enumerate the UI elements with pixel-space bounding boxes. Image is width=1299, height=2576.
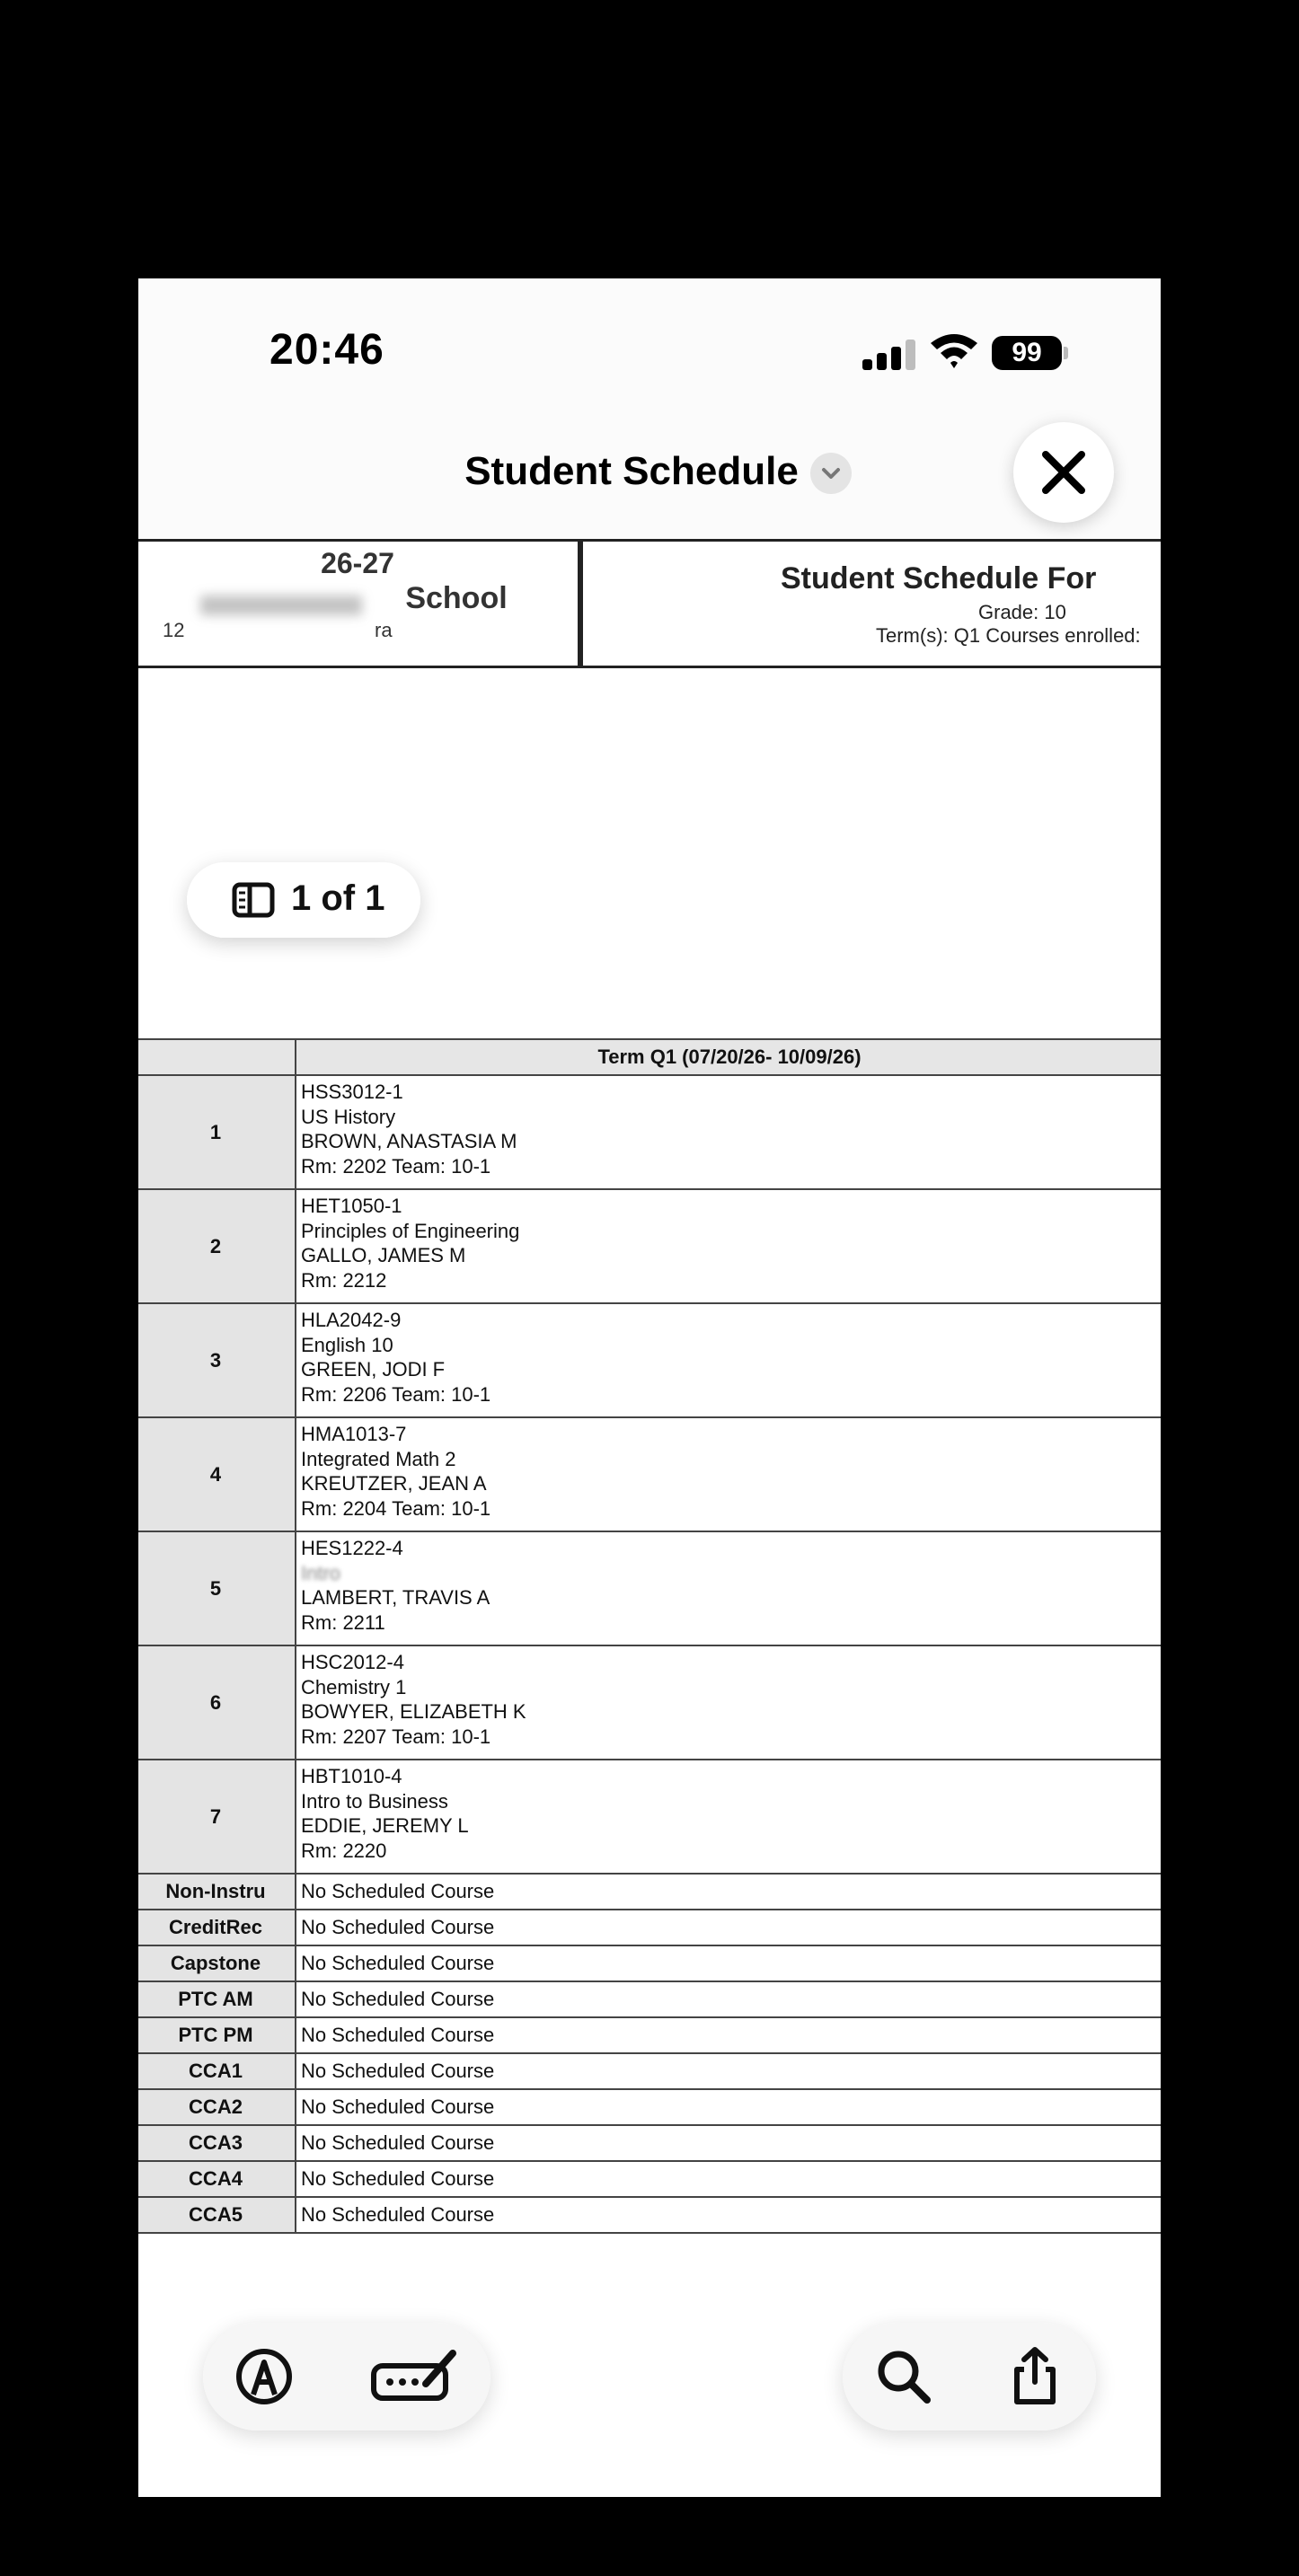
course-name: Chemistry 1 <box>301 1675 407 1698</box>
page-indicator[interactable] <box>187 862 420 938</box>
course-teacher: BROWN, ANASTASIA M <box>301 1130 517 1152</box>
period-label: CCA1 <box>138 2053 296 2089</box>
period-label: CCA2 <box>138 2089 296 2125</box>
course-room: Rm: 2211 <box>301 1610 385 1634</box>
course-room: Rm: 2220 <box>301 1839 387 1862</box>
nav-bar <box>138 413 1161 539</box>
course-cell: No Scheduled Course <box>296 2125 1161 2161</box>
course-teacher: GALLO, JAMES M <box>301 1244 466 1266</box>
school-address-end: ra <box>375 619 393 641</box>
course-cell: No Scheduled Course <box>296 2053 1161 2089</box>
course-teacher: BOWYER, ELIZABETH K <box>301 1700 526 1723</box>
table-row <box>138 1645 1161 1760</box>
period-label: CCA4 <box>138 2161 296 2197</box>
table-row <box>138 1945 1161 1981</box>
schedule-for-title: Student Schedule For <box>781 561 1097 595</box>
table-row <box>138 2089 1161 2125</box>
table-row <box>138 1303 1161 1417</box>
period-label: 3 <box>138 1303 296 1417</box>
course-cell: No Scheduled Course <box>296 2197 1161 2233</box>
course-name: Intro <box>301 1561 341 1584</box>
table-row <box>138 1760 1161 1874</box>
page-count: 1 of 1 <box>291 878 385 918</box>
battery-tip-icon <box>1064 347 1068 359</box>
course-code: HES1222-4 <box>301 1537 403 1559</box>
table-row <box>138 1981 1161 2017</box>
form-fill-icon[interactable] <box>370 2346 460 2407</box>
chevron-down-icon <box>810 453 852 494</box>
table-row <box>138 1075 1161 1189</box>
period-label: Non-Instru <box>138 1874 296 1910</box>
course-room: Rm: 2207 Team: 10-1 <box>301 1725 491 1748</box>
course-name: English 10 <box>301 1333 393 1356</box>
table-row <box>138 1531 1161 1645</box>
course-code: HLA2042-9 <box>301 1309 402 1331</box>
table-row <box>138 2125 1161 2161</box>
course-room: Rm: 2206 Team: 10-1 <box>301 1382 491 1406</box>
course-cell <box>296 1417 1161 1531</box>
document-title-text[interactable]: Student Schedule <box>464 449 799 493</box>
course-cell: No Scheduled Course <box>296 1981 1161 2017</box>
table-row <box>138 2017 1161 2053</box>
course-name: Integrated Math 2 <box>301 1447 456 1470</box>
table-header-row <box>138 1039 1161 1075</box>
course-teacher: GREEN, JODI F <box>301 1358 446 1381</box>
battery-level: 99 <box>992 336 1062 370</box>
table-row <box>138 2161 1161 2197</box>
table-row <box>138 1189 1161 1303</box>
period-label: 1 <box>138 1075 296 1189</box>
term-courses-label: Term(s): Q1 Courses enrolled: <box>876 624 1141 647</box>
status-bar <box>138 278 1161 413</box>
course-teacher: KREUTZER, JEAN A <box>301 1472 487 1495</box>
period-label: CreditRec <box>138 1910 296 1945</box>
course-cell: No Scheduled Course <box>296 1874 1161 1910</box>
title-menu-button[interactable] <box>810 453 852 494</box>
course-name: Intro to Business <box>301 1789 448 1813</box>
course-name: US History <box>301 1105 396 1128</box>
course-room: Rm: 2202 Team: 10-1 <box>301 1154 491 1178</box>
course-room: Rm: 2204 Team: 10-1 <box>301 1496 491 1520</box>
period-label: 4 <box>138 1417 296 1531</box>
course-cell <box>296 1760 1161 1874</box>
table-row <box>138 1910 1161 1945</box>
period-label: Capstone <box>138 1945 296 1981</box>
period-label: 7 <box>138 1760 296 1874</box>
course-cell <box>296 1303 1161 1417</box>
school-address-start: 12 <box>163 619 185 641</box>
search-icon[interactable] <box>873 2346 934 2407</box>
course-cell <box>296 1075 1161 1189</box>
schedule-table <box>138 1038 1161 2234</box>
course-code: HSC2012-4 <box>301 1651 404 1673</box>
period-header <box>138 1039 296 1075</box>
course-cell <box>296 1531 1161 1645</box>
course-teacher: EDDIE, JEREMY L <box>301 1814 469 1837</box>
course-cell: No Scheduled Course <box>296 1945 1161 1981</box>
term-header: Term Q1 (07/20/26- 10/09/26) <box>296 1039 1161 1075</box>
wifi-icon <box>929 331 979 370</box>
course-cell: No Scheduled Course <box>296 2017 1161 2053</box>
viewer-screen <box>138 278 1161 2497</box>
school-name: School <box>405 581 508 615</box>
sidebar-icon <box>232 882 275 918</box>
period-label: PTC PM <box>138 2017 296 2053</box>
period-label: 5 <box>138 1531 296 1645</box>
search-share-toolbar <box>843 2323 1096 2430</box>
course-cell: No Scheduled Course <box>296 2089 1161 2125</box>
course-cell <box>296 1645 1161 1760</box>
table-row <box>138 1874 1161 1910</box>
course-teacher: LAMBERT, TRAVIS A <box>301 1586 490 1609</box>
course-cell: No Scheduled Course <box>296 2161 1161 2197</box>
period-label: CCA3 <box>138 2125 296 2161</box>
school-year: 26-27 <box>321 547 394 579</box>
course-code: HSS3012-1 <box>301 1081 403 1103</box>
course-code: HBT1010-4 <box>301 1765 402 1787</box>
close-icon <box>1013 422 1114 523</box>
cellular-signal-icon <box>862 340 918 370</box>
table-row <box>138 2053 1161 2089</box>
edit-toolbar <box>203 2323 490 2430</box>
grade-label: Grade: 10 <box>978 601 1066 623</box>
student-header-box <box>580 539 1161 668</box>
period-label: 6 <box>138 1645 296 1760</box>
status-time: 20:46 <box>270 326 384 374</box>
school-header-box <box>138 539 580 668</box>
course-cell <box>296 1189 1161 1303</box>
table-row <box>138 1417 1161 1531</box>
markup-icon[interactable] <box>234 2346 295 2407</box>
course-room: Rm: 2212 <box>301 1268 387 1292</box>
close-button[interactable] <box>1013 422 1114 523</box>
course-cell: No Scheduled Course <box>296 1910 1161 1945</box>
share-icon[interactable] <box>1004 2346 1065 2407</box>
course-name: Principles of Engineering <box>301 1219 520 1242</box>
period-label: PTC AM <box>138 1981 296 2017</box>
course-code: HMA1013-7 <box>301 1423 407 1445</box>
period-label: CCA5 <box>138 2197 296 2233</box>
table-row <box>138 2197 1161 2233</box>
period-label: 2 <box>138 1189 296 1303</box>
course-code: HET1050-1 <box>301 1195 402 1217</box>
